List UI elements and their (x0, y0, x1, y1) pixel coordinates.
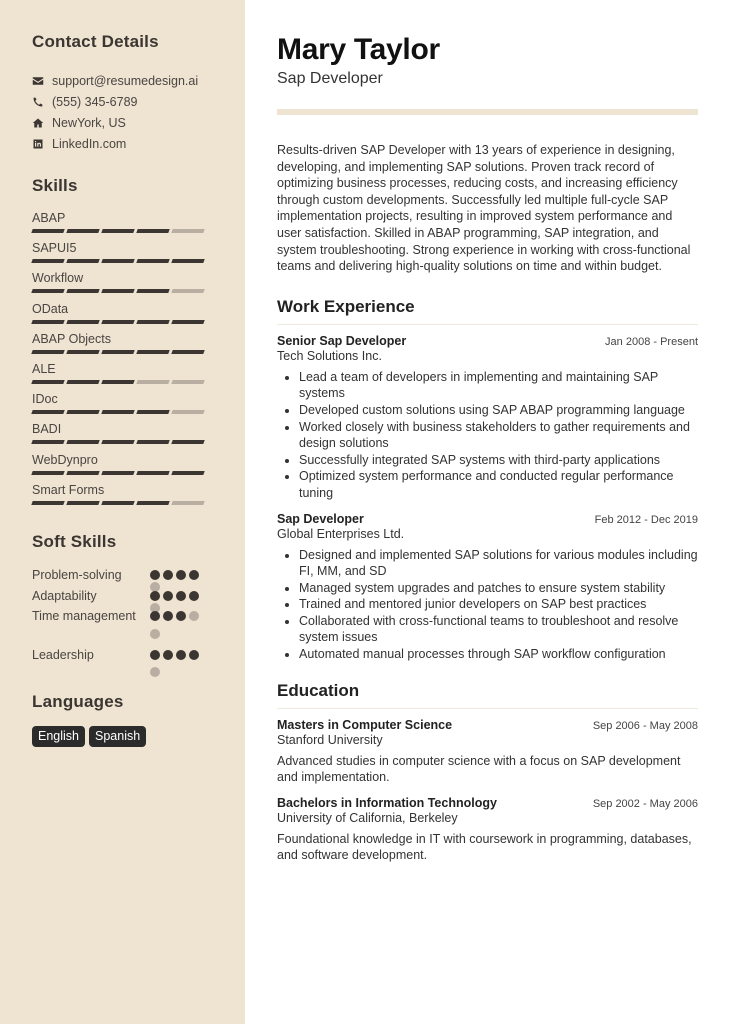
job-bullet: • Designed and implemented SAP solutions for various modules including FI, MM, and SD (299, 547, 698, 580)
skill-bar-segment (66, 471, 99, 475)
soft-skill-item (32, 607, 245, 646)
skill-bar-segment (171, 471, 204, 475)
skill-bar-segment (136, 501, 169, 505)
skill-level-bar (32, 410, 245, 414)
skill-level-bar (32, 229, 245, 233)
contact-phone[interactable] (32, 91, 245, 112)
soft-skill-list (32, 566, 245, 682)
skill-bar-segment (66, 229, 99, 233)
job-dates: Jan 2008 - Present (605, 335, 698, 348)
language-tag: Spanish (89, 726, 146, 747)
rating-dot (163, 650, 173, 660)
skill-bar-segment (136, 259, 169, 263)
skill-bar-segment (171, 289, 204, 293)
skill-bar-segment (31, 471, 64, 475)
job-bullet: • Collaborated with cross-functional teams to troubleshoot and resolve system issues (299, 613, 698, 646)
skill-bar-segment (171, 501, 204, 505)
skill-bar-segment (171, 410, 204, 414)
phone-icon (32, 96, 52, 108)
rating-dot (189, 611, 199, 621)
skills-heading: Skills (32, 176, 78, 195)
education-entry (277, 796, 698, 864)
skills-section (32, 176, 245, 512)
skill-bar-segment (31, 259, 64, 263)
linkedin-icon (32, 138, 52, 150)
skill-level-bar (32, 320, 245, 324)
rating-dot (150, 629, 160, 639)
skill-bar-segment (31, 350, 64, 354)
rating-dot (163, 570, 173, 580)
skill-bar-segment (101, 471, 134, 475)
skill-bar-segment (171, 229, 204, 233)
skill-bar-segment (66, 380, 99, 384)
skill-name: OData (32, 301, 69, 316)
soft-skill-item (32, 566, 245, 587)
skill-bar-segment (31, 289, 64, 293)
soft-skill-name: Leadership (32, 647, 94, 662)
job-bullet: • Managed system upgrades and patches to ensure system stability (299, 580, 698, 597)
skill-name: Smart Forms (32, 482, 105, 497)
skill-item (32, 210, 245, 240)
envelope-icon (32, 75, 52, 87)
soft-skills-heading: Soft Skills (32, 531, 117, 551)
skill-bar-segment (66, 410, 99, 414)
skill-item (32, 482, 245, 512)
skill-bar-segment (171, 259, 204, 263)
rating-dot (176, 570, 186, 580)
skill-bar-segment (66, 289, 99, 293)
education-dates: Sep 2002 - May 2006 (592, 797, 698, 810)
skill-bar-segment (31, 380, 64, 384)
education-heading: Education (277, 681, 698, 709)
skill-bar-segment (136, 229, 169, 233)
soft-skill-rating (150, 587, 202, 607)
skill-bar-segment (101, 320, 134, 324)
skill-bar-segment (136, 380, 169, 384)
skill-level-bar (32, 350, 245, 354)
summary: Results-driven SAP Developer with 13 years of experience in designing, developing, and implementing SAP solutions. Proven track record of optimizing business processes, reducing costs, and increasing efficiency through custom developments. Successfully led multiple full-cycle SAP implementation projects, resulting in improved system performance and user satisfaction. Skilled in ABAP programming, SAP integration, and system troubleshooting. Strong experience in working with cross-functional teams and delivering high-quality solutions on time and within budget. (277, 143, 691, 274)
education-section (277, 681, 698, 864)
rating-dot (176, 591, 186, 601)
skill-item (32, 391, 245, 421)
skill-bar-segment (101, 440, 134, 444)
skill-bar-segment (31, 229, 64, 233)
skill-item (32, 301, 245, 331)
work-experience-heading: Work Experience (277, 297, 698, 325)
skill-item (32, 270, 245, 300)
candidate-name: Mary Taylor (277, 33, 440, 66)
education-description: Advanced studies in computer science with a focus on SAP development and implementation. (277, 753, 681, 785)
job-bullets (277, 547, 698, 663)
contact-linkedin[interactable] (32, 133, 245, 154)
skill-bar-segment (101, 410, 134, 414)
skill-bar-segment (171, 380, 204, 384)
skill-bar-segment (171, 440, 204, 444)
education-entry (277, 718, 698, 786)
rating-dot (150, 650, 160, 660)
skill-name: ABAP (32, 211, 66, 225)
skill-item (32, 421, 245, 451)
skill-bar-segment (101, 501, 134, 505)
job-list (277, 334, 698, 663)
skill-bar-segment (171, 350, 204, 354)
skill-bar-segment (101, 380, 134, 384)
rating-dot (189, 570, 199, 580)
skill-bar-segment (66, 320, 99, 324)
languages-section (32, 692, 245, 747)
job-bullet: • Worked closely with business stakeholders to gather requirements and design solutions (299, 419, 698, 452)
skill-level-bar (32, 259, 245, 263)
skill-bar-segment (136, 471, 169, 475)
soft-skill-name: Time management (32, 608, 136, 623)
degree: Masters in Computer Science (277, 717, 453, 732)
contact-phone-text: (555) 345-6789 (52, 94, 138, 109)
contact-section (32, 32, 245, 154)
skill-bar-segment (171, 320, 204, 324)
job-bullet: • Optimized system performance and conducted regular performance tuning (299, 468, 698, 501)
skill-item (32, 452, 245, 482)
job-bullet: • Developed custom solutions using SAP ABAP programming language (299, 402, 698, 419)
school: University of California, Berkeley (277, 810, 458, 825)
education-dates: Sep 2006 - May 2008 (592, 719, 698, 732)
soft-skill-rating (150, 566, 202, 587)
work-experience-section (277, 297, 698, 663)
skill-bar-segment (136, 410, 169, 414)
contact-linkedin-text: LinkedIn.com (52, 136, 127, 151)
skill-item (32, 331, 245, 361)
contact-location-text: NewYork, US (52, 115, 126, 130)
skill-name: BADI (32, 422, 62, 437)
rating-dot (150, 591, 160, 601)
job-entry (277, 512, 698, 663)
soft-skill-item (32, 587, 245, 607)
skill-name: WebDynpro (32, 452, 98, 467)
job-bullet: • Automated manual processes through SAP workflow configuration (299, 646, 698, 663)
skill-name: SAPUI5 (32, 241, 77, 256)
job-bullet: • Lead a team of developers in implementing and maintaining SAP systems (299, 369, 698, 402)
skill-bar-segment (136, 289, 169, 293)
rating-dot (189, 591, 199, 601)
languages-heading: Languages (32, 691, 124, 711)
skill-bar-segment (31, 410, 64, 414)
job-dates: Feb 2012 - Dec 2019 (594, 513, 698, 526)
skill-level-bar (32, 440, 245, 444)
skill-bar-segment (136, 440, 169, 444)
skill-bar-segment (66, 350, 99, 354)
candidate-title: Sap Developer (277, 70, 383, 87)
education-description: Foundational knowledge in IT with coursework in programming, databases, and software development. (277, 831, 692, 863)
contact-list (32, 70, 245, 154)
job-company: Global Enterprises Ltd. (277, 526, 405, 541)
school: Stanford University (277, 732, 383, 747)
skill-bar-segment (31, 501, 64, 505)
soft-skills-section (32, 532, 245, 682)
soft-skill-name: Adaptability (32, 588, 97, 603)
language-tags (32, 726, 245, 747)
skill-bar-segment (136, 320, 169, 324)
skill-level-bar (32, 289, 245, 293)
skill-item (32, 240, 245, 270)
rating-dot (163, 591, 173, 601)
rating-dot (163, 611, 173, 621)
soft-skill-item (32, 646, 245, 682)
skill-level-bar (32, 501, 245, 505)
soft-skill-name: Problem-solving (32, 567, 122, 582)
rating-dot (150, 667, 160, 677)
header-divider (277, 109, 698, 115)
skill-bar-segment (31, 320, 64, 324)
contact-location (32, 112, 245, 133)
skill-list (32, 210, 245, 512)
job-role: Sap Developer (277, 511, 364, 526)
job-entry (277, 334, 698, 502)
home-icon (32, 117, 52, 129)
job-company: Tech Solutions Inc. (277, 348, 382, 363)
skill-level-bar (32, 380, 245, 384)
degree: Bachelors in Information Technology (277, 795, 497, 810)
language-tag: English (32, 726, 85, 747)
skill-bar-segment (66, 440, 99, 444)
skill-bar-segment (31, 440, 64, 444)
skill-bar-segment (101, 229, 134, 233)
skill-item (32, 361, 245, 391)
rating-dot (150, 611, 160, 621)
soft-skill-rating (150, 607, 202, 646)
skill-bar-segment (101, 259, 134, 263)
rating-dot (176, 611, 186, 621)
contact-heading: Contact Details (32, 32, 159, 51)
skill-bar-segment (101, 350, 134, 354)
contact-email[interactable] (32, 70, 245, 91)
skill-level-bar (32, 471, 245, 475)
contact-email-text: support@resumedesign.ai (52, 73, 199, 88)
skill-bar-segment (66, 501, 99, 505)
job-bullets (277, 369, 698, 502)
skill-name: ALE (32, 361, 56, 376)
rating-dot (150, 570, 160, 580)
sidebar (0, 0, 245, 1024)
job-bullet: • Trained and mentored junior developers on SAP best practices (299, 596, 698, 613)
skill-bar-segment (136, 350, 169, 354)
rating-dot (189, 650, 199, 660)
job-bullet: • Successfully integrated SAP systems with third-party applications (299, 452, 698, 469)
skill-name: ABAP Objects (32, 331, 111, 346)
main-content (277, 0, 698, 864)
skill-name: IDoc (32, 392, 58, 407)
job-role: Senior Sap Developer (277, 333, 407, 348)
soft-skill-rating (150, 646, 202, 682)
skill-name: Workflow (32, 271, 84, 286)
education-list (277, 718, 698, 864)
rating-dot (176, 650, 186, 660)
skill-bar-segment (101, 289, 134, 293)
skill-bar-segment (66, 259, 99, 263)
